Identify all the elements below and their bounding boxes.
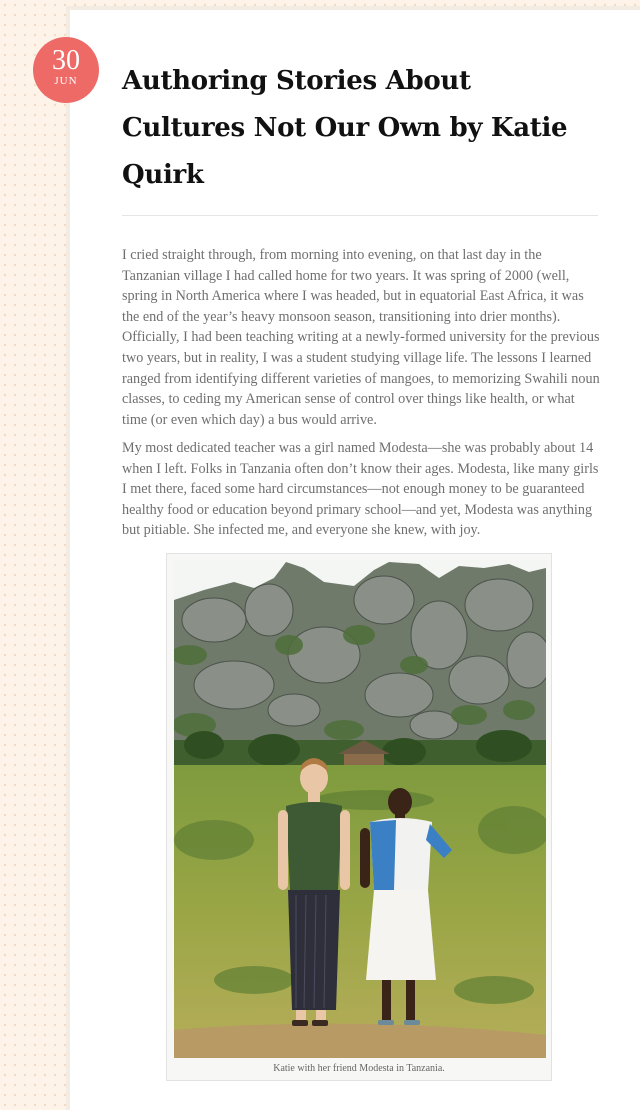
post-date-day: 30 bbox=[52, 45, 80, 76]
figure-photo[interactable] bbox=[174, 560, 546, 1058]
post-paragraph: I cried straight through, from morning into evening, on that last day in the Tanzanian village I had called home for two years. It was spring of 2000 (well, spring in North America where I was headed, but in equatorial East Africa, it was the end of the year’s heavy monsoon season, transitioning into drier months). Officially, I had been teaching writing at a newly-formed university for the previous two years, but in reality, I was a student studying village life. The lessons I learned ranged from identifying different varieties of mangoes, to memorizing Swahili noun classes, to ceding my American sense of control over things like health, or what time (or even which day) a bus would arrive. bbox=[122, 247, 600, 428]
post-figure bbox=[166, 553, 552, 1081]
post-paragraph: My most dedicated teacher was a girl named Modesta—she was probably about 14 when I left. Folks in Tanzania often don’t know their ages. Modesta, like many girls I met there, faced some hard circumstances—not enough money to be guaranteed healthy food or education beyond primary school—and yet, Modesta was anything but pitiable. She infected me, and everyone she knew, with joy. bbox=[122, 440, 599, 539]
title-divider bbox=[122, 215, 598, 216]
post-date-month: JUN bbox=[54, 75, 78, 87]
post-date-badge bbox=[33, 37, 99, 103]
post-title[interactable]: Authoring Stories About Cultures Not Our Own by Katie Quirk bbox=[122, 66, 568, 190]
figure-caption: Katie with her friend Modesta in Tanzania. bbox=[273, 1063, 445, 1074]
